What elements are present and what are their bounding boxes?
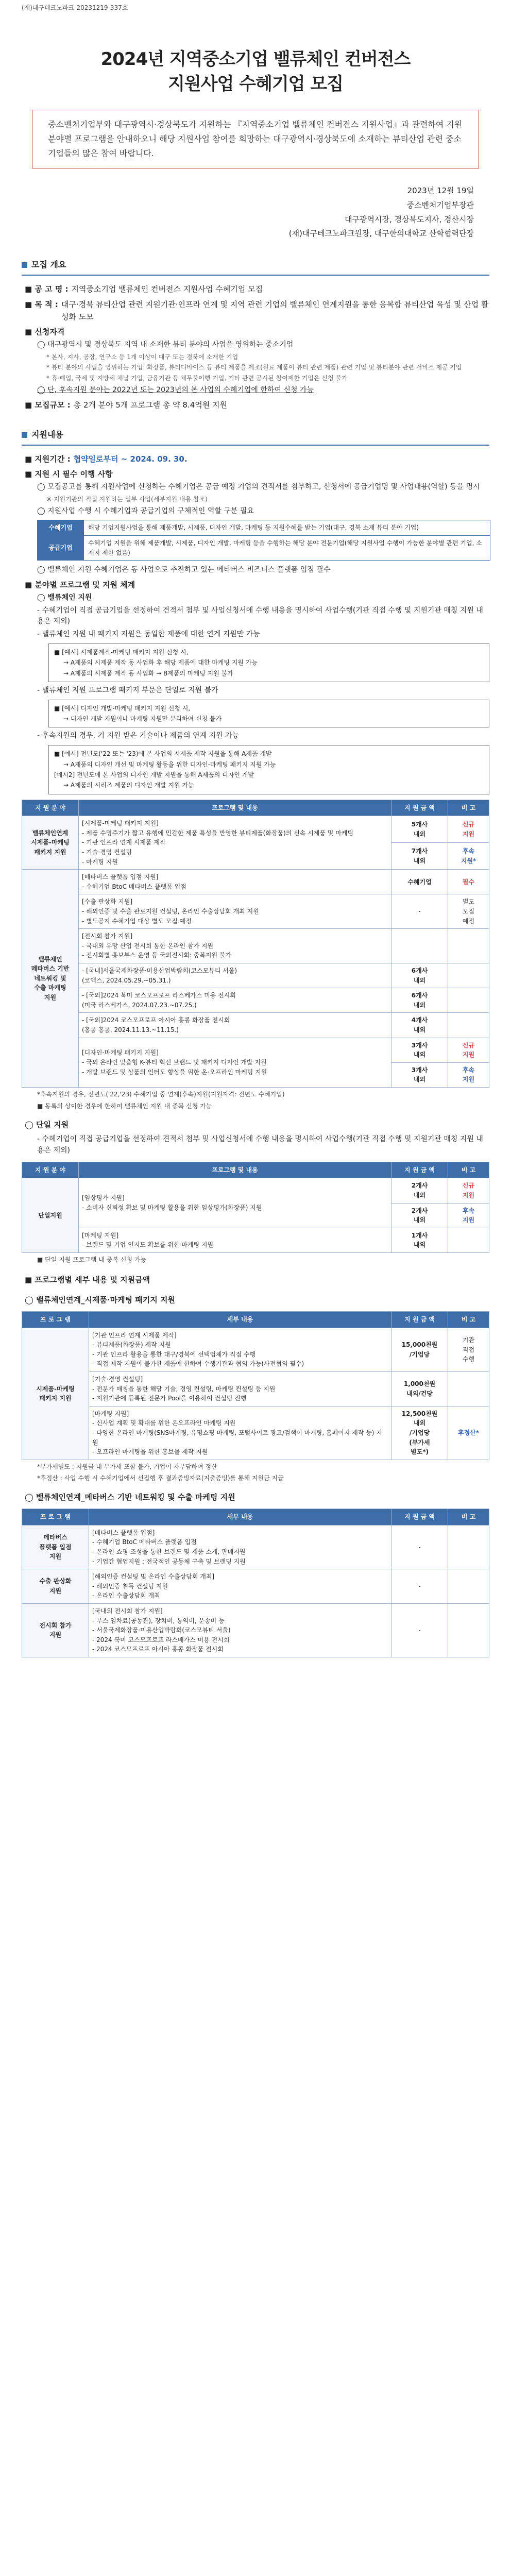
amount-cell: 7개사 내외 xyxy=(391,843,448,870)
note-cell xyxy=(448,1525,489,1569)
detail-cell: [마케팅 지원] - 신사업 계획 및 확대를 위한 온오프라인 마케팅 지원 - 다양한 온라인 마케팅(SNS마케팅, 유명쇼핑 마케팅, 포털사이트 광고/검색어 마케팅, 홈페이지 제작 등) 지원 - 오프라인 마케팅을 위한 홍보물 제작 지원 xyxy=(89,1406,391,1460)
amount-cell: 5개사 내외 xyxy=(391,816,448,843)
term-label: ■ 지원기간 : xyxy=(25,454,71,464)
type-value: 수혜기업 지원을 위해 제품개발, 시제품, 디자인 개발, 마케팅 등을 수행하는 해당 분야 전문기업(해당 지원사업 수행이 가능한 분야별 관련 기업, 소재지 제한 없음) xyxy=(84,535,490,560)
note-cell xyxy=(448,963,489,988)
type-key: 수혜기업 xyxy=(38,520,84,536)
qualification-note-b: * 뷰티 분야의 사업을 영위하는 기업: 화장품, 뷰티디바이스 등 뷰티 제품을 제조(원료 제품이 뷰티 관련 제품) 관련 기업 및 뷰티분야 관련 서비스 제공 기업 xyxy=(46,364,462,371)
valuechain-desc-2: - 밸류체인 지원 내 패키지 지원은 동일한 제품에 대한 연계 지원만 가능 xyxy=(37,630,260,639)
table-header-row xyxy=(22,1509,489,1526)
amount-cell: - xyxy=(391,1525,448,1569)
qualification-2-text: ◯ 단, 후속지원 분야는 2022년 또는 2023년의 본 사업의 수혜기업에 한하여 신청 가능 xyxy=(37,385,314,394)
col-header: 비 고 xyxy=(448,800,489,816)
col-header: 지 원 금 액 xyxy=(391,800,448,816)
note-cell xyxy=(448,1013,489,1038)
table-row xyxy=(22,870,489,894)
col-header: 지 원 금 액 xyxy=(391,1509,448,1526)
note-cell: 신규 지원 xyxy=(448,1038,489,1062)
valuechain-desc-3: - 밸류체인 지원 프로그램 패키지 부문은 단일로 지원 불가 xyxy=(37,686,218,694)
amount-cell: 2개사 내외 xyxy=(391,1178,448,1203)
note-cell: 기관 직접 수행 xyxy=(448,1328,489,1371)
table-row xyxy=(38,535,490,560)
table-row xyxy=(22,929,489,963)
detail-note-1: *부가세별도 : 지원금 내 부가세 포함 불가, 기업이 자부담하여 정산 xyxy=(37,1463,217,1470)
table-row xyxy=(38,520,490,536)
scale-label: ■ 모집규모 : xyxy=(25,400,71,410)
amount-cell: 6개사 내외 xyxy=(391,963,448,988)
category-cell: 메타버스 플랫폼 입점 지원 xyxy=(22,1525,89,1569)
table-row xyxy=(22,1525,489,1569)
amount-cell: 1,000천원 내외/건당 xyxy=(391,1371,448,1406)
detail-table-1 xyxy=(22,1311,489,1460)
amount-cell: - xyxy=(391,1569,448,1604)
qualification-1: ◯ 대구광역시 및 경상북도 지역 내 소재한 뷰티 분야의 사업을 영위하는 중소기업 xyxy=(37,341,294,349)
detail-table-1-wrap xyxy=(22,1311,489,1483)
qualification-note-c: * 휴·폐업, 국세 및 지방세 체납 기업, 금융기관 등 채무불이행 기업, 기타 관련 공시된 참여제한 기업은 신청 불가 xyxy=(46,375,348,382)
program-table xyxy=(22,800,489,1088)
date-block xyxy=(22,184,474,241)
square-bullet-icon xyxy=(22,432,27,438)
program-table-wrap xyxy=(22,800,489,1111)
program-head: ■ 분야별 프로그램 및 지원 체계 xyxy=(25,580,135,589)
section-support-content xyxy=(22,429,489,442)
category-cell: 전시회 참가 지원 xyxy=(22,1603,89,1657)
program-cell: - [국외]2024 코스모프로프 아시아 홍콩 화장품 전시회 (홍콩 홍콩, 2024.11.13.~11.15.) xyxy=(79,1013,391,1038)
program-cell: - [국내]서울국제화장품·미용산업박람회(코스모뷰티 서울) (코엑스, 2024.05.29.~05.31.) xyxy=(79,963,391,988)
note-cell: 신규 지원 xyxy=(448,1178,489,1203)
valuechain-desc-4: - 후속지원의 경우, 기 지원 받은 기술이나 제품의 연계 지원 가능 xyxy=(37,732,240,740)
amount-cell: 수혜기업 xyxy=(391,870,448,894)
table-row xyxy=(22,1038,489,1062)
table-note-1: *후속지원의 경우, 전년도('22,'23) 수혜기업 중 연계(후속)지원(지원자격: 전년도 수혜기업) xyxy=(37,1090,285,1098)
table-row xyxy=(22,1371,489,1406)
table-row xyxy=(22,816,489,843)
required-1: ◯ 모집공고를 통해 지원사업에 신청하는 수혜기업은 공급 예정 기업의 견적서를 첨부하고, 신청서에 공급기업명 및 사업내용(역할) 등을 명시 xyxy=(37,483,480,492)
required-3: ◯ 밸류체인 지원 수혜기업은 동 사업으로 추진하고 있는 메타버스 비즈니스 플랫폼 입점 필수 xyxy=(37,566,331,574)
qualification-head: ■ 신청자격 xyxy=(25,327,65,336)
detail-sub-2: ◯ 밸류체인연계_메타버스 기반 네트워킹 및 수출 마케팅 지원 xyxy=(25,1492,235,1502)
amount-cell: 3개사 내외 xyxy=(391,1038,448,1062)
category-cell: 시제품-마케팅 패키지 지원 xyxy=(22,1328,89,1460)
program-cell: [전시회 참가 지원] - 국내외 유망 산업 전시회 통한 온라인 참가 지원 - 전시회별 홍보부스 운영 등 국외전시회: 중복지원 불가 xyxy=(79,929,391,963)
detail-cell: [메타버스 플랫폼 입점] - 수혜기업 BtoC 메타버스 플랫폼 입점 - 온라인 쇼핑 조성을 통한 브랜드 및 제품 소개, 판매지원 - 기업간 협업지원 : 전국적인 공동체 구축 및 브랜딩 지원 xyxy=(89,1525,391,1569)
table-header-row xyxy=(22,800,489,816)
note-cell xyxy=(448,1228,489,1252)
intro-box: 중소벤처기업부와 대구광역시·경상북도가 지원하는 『지역중소기업 밸류체인 컨버전스 지원사업』과 관련하여 지원분야별 프로그램을 안내하오니 해당 지원사업 참여를 희망하는 대구광역시·경상북도에 소재하는 뷰티산업 관련 중소기업들의 많은 참여 바랍니다. xyxy=(32,110,479,168)
note-cell: 별도 모집 예정 xyxy=(448,894,489,929)
col-header: 세부 내용 xyxy=(89,1509,391,1526)
note-cell xyxy=(448,988,489,1013)
subject-label: ■ 공 고 명 : xyxy=(25,284,69,294)
single-head: ◯ 단일 지원 xyxy=(25,1120,69,1130)
program-cell: [임상평가 지원] - 소비자 신뢰성 확보 및 마케팅 활용을 위한 임상평가(화장품) 지원 xyxy=(79,1178,391,1228)
note-cell xyxy=(448,1603,489,1657)
detail-head: ■ 프로그램별 세부 내용 및 지원금액 xyxy=(25,1275,150,1284)
col-header: 프로그램 및 내용 xyxy=(79,1162,391,1178)
square-bullet-icon xyxy=(22,262,27,268)
category-cell: 단일지원 xyxy=(22,1178,79,1253)
term-value: 협약일로부터 ~ 2024. 09. 30. xyxy=(73,454,188,464)
example-title: [예시2] 전년도에 본 사업의 디자인 개발 지원을 통해 A제품의 디자인 개발 xyxy=(54,771,254,778)
example-line: → A제품의 시제품 제작 동 사업화 후 해당 제품에 대한 마케팅 지원 가능 xyxy=(63,659,258,667)
org-1: 중소벤처기업부장관 xyxy=(406,200,474,210)
single-table-wrap xyxy=(22,1162,489,1265)
col-header: 세부 내용 xyxy=(89,1312,391,1328)
table-row xyxy=(22,1603,489,1657)
note-cell: 필수 xyxy=(448,870,489,894)
example-box-2 xyxy=(48,700,489,728)
col-header: 지 원 분 야 xyxy=(22,1162,79,1178)
note-cell xyxy=(448,1569,489,1604)
type-key: 공급기업 xyxy=(38,535,84,560)
example-line: → A제품의 시리즈 제품의 디자인 개발 지원 가능 xyxy=(63,782,194,789)
table-row xyxy=(22,1328,489,1371)
program-cell: [디자인-마케팅 패키지 지원] - 국외 온라인 맞춤형 K-뷰티 혁신 브랜드 및 패키지 디자인 개발 지원 - 개발 브랜드 및 상품의 인터도 향상을 위한 온·오프라인 마케팅 지원 xyxy=(79,1038,391,1087)
org-2: 대구광역시장, 경상북도지사, 경산시장 xyxy=(345,214,474,224)
announce-date: 2023년 12월 19일 xyxy=(407,186,474,196)
amount-cell xyxy=(391,929,448,963)
col-header: 프로그램 및 내용 xyxy=(79,800,391,816)
category-cell: 수출 판상화 지원 xyxy=(22,1569,89,1604)
detail-cell: [기관 인프라 연계 시제품 제작] - 뷰티제품(화장품) 제작 지원 - 기관 인프라 활용을 통한 대구/경북에 선택업체가 직접 수행 - 직접 제작 지원이 불가한 제품에 한하여 수행기관과 협의 가능(사전협의 필수) xyxy=(89,1328,391,1371)
col-header: 지 원 금 액 xyxy=(391,1312,448,1328)
table-header-row xyxy=(22,1312,489,1328)
table-header-row xyxy=(22,1162,489,1178)
org-3: (재)대구테크노파크원장, 대구한의대학교 산학협력단장 xyxy=(288,229,474,239)
note-cell xyxy=(448,1371,489,1406)
col-header: 비 고 xyxy=(448,1162,489,1178)
table-row xyxy=(22,894,489,929)
amount-cell: 4개사 내외 xyxy=(391,1013,448,1038)
program-cell: [시제품-마케팅 패키지 지원] - 제품 수명주기가 짧고 유행에 민감한 제품 특성을 반영한 뷰티제품(화장품)의 신속 시제품 및 마케팅 - 기관 인프라 연계 시제품 제작 - 기술·경영 컨설팅 - 마케팅 지원 xyxy=(79,816,391,870)
example-line: → 디자인 개발 지원이나 마케팅 지원만 분리하여 신청 불가 xyxy=(63,715,222,723)
required-2: ◯ 지원사업 수행 시 수혜기업과 공급기업의 구체적인 역할 구분 필요 xyxy=(37,506,254,515)
col-header: 비 고 xyxy=(448,1509,489,1526)
table-row xyxy=(22,1569,489,1604)
subject-value: 지역중소기업 밸류체인 컨버전스 지원사업 수혜기업 모집 xyxy=(71,284,263,294)
single-table xyxy=(22,1162,489,1253)
required-1-note: ※ 지원기관의 직접 지원하는 일부 사업(세부지원 내용 참조) xyxy=(46,496,208,503)
amount-cell: 12,500천원 내외 /기업당 (부가세 별도*) xyxy=(391,1406,448,1460)
example-box-3 xyxy=(48,745,489,794)
qualification-note-a: * 본사, 지사, 공장, 연구소 등 1개 이상이 대구 또는 경북에 소재한 기업 xyxy=(46,353,239,361)
category-cell: 밸류체인 메타버스 기반 네트워킹 및 수출 마케팅 지원 xyxy=(22,870,79,1088)
table-row xyxy=(22,1013,489,1038)
purpose-value: 대구·경북 뷰티산업 관련 지원기관·인프라 연계 및 지역 관련 기업의 밸류체인 연계지원을 통한 융복합 뷰티산업 육성 및 산업 활성화 도모 xyxy=(61,299,489,321)
qualification-2 xyxy=(37,385,489,396)
example-title: ■ [예시] 시제품제작-마케팅 패키지 지원 신청 시, xyxy=(54,648,189,656)
section-divider xyxy=(22,275,489,276)
amount-cell: 2개사 내외 xyxy=(391,1203,448,1228)
amount-cell: - xyxy=(391,894,448,929)
detail-cell: [기술·경영 컨설팅] - 전문가 매칭을 통한 해당 기술, 경영 컨설팅, 마케팅 컨설팅 등 지원 - 지원기관에 등록된 전문가 Pool을 이용하여 컨설팅 진행 xyxy=(89,1371,391,1406)
detail-table-2-wrap xyxy=(22,1509,489,1657)
amount-cell: - xyxy=(391,1603,448,1657)
detail-cell: [국내외 전시회 참가 지원] - 부스 임차료(공동관), 장치비, 통역비, 운송비 등 - 서울국제화장품·미용산업박람회(코스모뷰티 서울) - 2024 북미 코스모프로프 라스베가스 미용 전시회 - 2024 코스모프로프 아시아 홍콩 화장품 전시회 xyxy=(89,1603,391,1657)
note-cell: 후속 지원* xyxy=(448,843,489,870)
col-header: 지 원 금 액 xyxy=(391,1162,448,1178)
table-row xyxy=(22,988,489,1013)
purpose-row xyxy=(25,298,489,323)
company-type-table xyxy=(37,520,490,561)
program-cell: [마케팅 지원] - 브랜드 및 기업 인지도 확보를 위한 마케팅 지원 xyxy=(79,1228,391,1252)
valuechain-desc-1: - 수혜기업이 직접 공급기업을 선정하여 견적서 첨부 및 사업신청서에 수행 내용을 명시하여 사업수행(기관 직접 수행 및 지원기관 매칭 지원 내용은 제외) xyxy=(37,606,483,626)
example-line: → A제품의 디자인 개선 및 마케팅 활동을 위한 디자인-마케팅 패키지 지원 가능 xyxy=(63,760,276,768)
table-row xyxy=(22,963,489,988)
required-head: ■ 지원 시 필수 이행 사항 xyxy=(25,469,113,479)
example-title: ■ [예시] 디자인 개발-마케팅 패키지 지원 신청 시, xyxy=(54,704,191,712)
scale-value: 총 2개 분야 5개 프로그램 총 약 8.4억원 지원 xyxy=(73,400,228,410)
document-number: (재)대구테크노파크-20231219-337호 xyxy=(22,4,128,11)
col-header: 프 로 그 램 xyxy=(22,1312,89,1328)
title-line-1: 2024년 지역중소기업 밸류체인 컨버전스 xyxy=(100,48,411,70)
section-divider xyxy=(22,445,489,446)
program-cell: [메타버스 플랫폼 입점 지원] - 수혜기업 BtoC 메타버스 플랫폼 입점 xyxy=(79,870,391,894)
amount-cell: 3개사 내외 xyxy=(391,1062,448,1087)
detail-table-2 xyxy=(22,1509,489,1657)
scale-row xyxy=(25,399,489,411)
single-desc: - 수혜기업이 직접 공급기업을 선정하여 견적서 첨부 및 사업신청서에 수행 내용을 명시하여 사업수행(기관 직접 수행 및 지원기관 매칭 지원 내용은 제외) xyxy=(37,1135,483,1155)
detail-cell: [해외인증 컨설팅 및 온라인 수출상담회 개최] - 해외인증 취득 컨설팅 지원 - 온라인 수출상담회 개최 xyxy=(89,1569,391,1604)
example-line: → A제품의 시제품 제작 동 사업화 → B제품의 마케팅 지원 불가 xyxy=(63,669,233,677)
purpose-label: ■ 목 적 : xyxy=(25,299,58,309)
col-header: 프 로 그 램 xyxy=(22,1509,89,1526)
detail-note-2: *후정산 : 사업 수행 시 수혜기업에서 선집행 후 결과증빙자료(지출증빙)를 통해 지원금 지급 xyxy=(37,1475,284,1482)
table-row xyxy=(22,1228,489,1252)
type-value: 해당 기업지원사업을 통해 제품개발, 시제품, 디자인 개발, 마케팅 등 지원수혜를 받는 기업(대구, 경북 소재 뷰티 분야 기업) xyxy=(84,520,490,536)
title-line-2: 지원사업 수혜기업 모집 xyxy=(167,73,344,94)
example-box-1 xyxy=(48,643,489,682)
note-cell xyxy=(448,929,489,963)
program-cell: - [국외]2024 북미 코스모프로프 라스베가스 미용 전시회 (미국 라스베가스, 2024.07.23.~07.25.) xyxy=(79,988,391,1013)
page-title xyxy=(22,47,489,97)
amount-cell: 6개사 내외 xyxy=(391,988,448,1013)
note-cell: 신규 지원 xyxy=(448,816,489,843)
col-header: 비 고 xyxy=(448,1312,489,1328)
note-cell: 후속 지원 xyxy=(448,1062,489,1087)
subject-row xyxy=(25,283,489,295)
note-cell: 후속 지원 xyxy=(448,1203,489,1228)
amount-cell: 1개사 내외 xyxy=(391,1228,448,1252)
example-title: ■ [예시] 전년도('22 또는 '23)에 본 사업의 시제품 제작 지원을 통해 A제품 개발 xyxy=(54,750,272,758)
table-row xyxy=(22,1406,489,1460)
term-row xyxy=(25,453,489,465)
note-cell: 후정산* xyxy=(448,1406,489,1460)
section-title: 지원내용 xyxy=(31,430,63,440)
section-title: 모집 개요 xyxy=(31,260,66,270)
col-header: 지 원 분 야 xyxy=(22,800,79,816)
valuechain-head: ◯ 밸류체인 지원 xyxy=(37,594,92,602)
amount-cell: 15,000천원 /기업당 xyxy=(391,1328,448,1371)
category-cell: 밸류체인연계 시제품-마케팅 패키지 지원 xyxy=(22,816,79,870)
section-recruit-overview xyxy=(22,259,489,272)
single-note: ■ 단일 지원 프로그램 내 중복 신청 가능 xyxy=(37,1256,146,1263)
detail-sub-1: ◯ 밸류체인연계_시제품·마케팅 패키지 지원 xyxy=(25,1295,175,1304)
table-row xyxy=(22,1178,489,1203)
program-cell: [수출 판상화 지원] - 해외인증 및 수출 판로지원 컨설팅, 온라인 수출상담회 개최 지원 - 별도공지 수혜기업 대상 별도 모집 예정 xyxy=(79,894,391,929)
table-note-2: ■ 동록의 상이한 경우에 한하여 밸류체인 지원 내 중복 신청 가능 xyxy=(37,1102,212,1110)
